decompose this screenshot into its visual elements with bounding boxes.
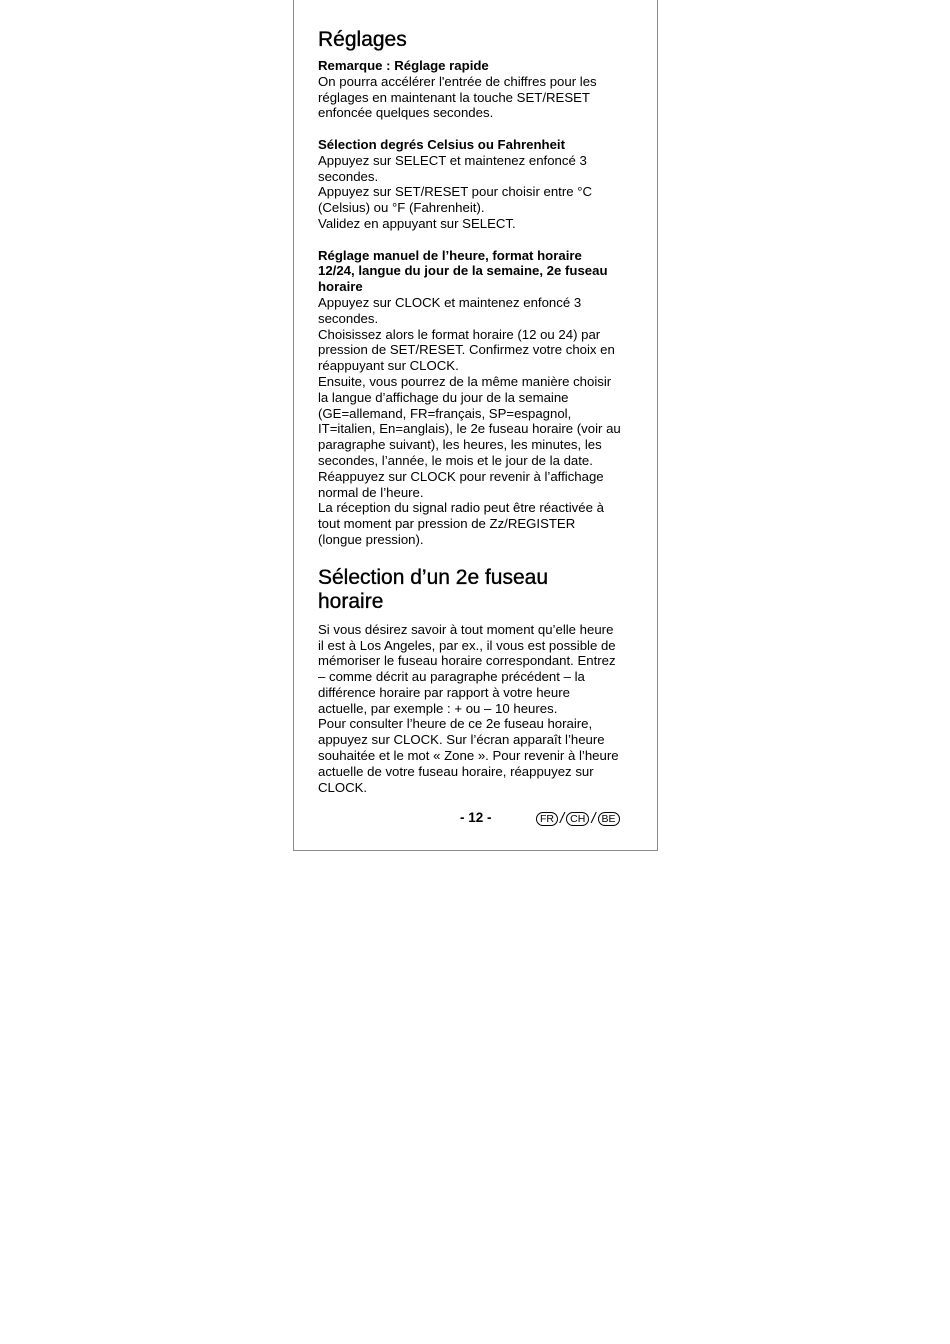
body-text-line: Appuyez sur CLOCK et maintenez enfoncé 3 — [318, 294, 582, 310]
subsection-heading: Remarque : Réglage rapide — [318, 58, 489, 73]
subsection-heading: 12/24, langue du jour de la semaine, 2e fuseau — [318, 263, 608, 279]
subsection-heading: horaire — [318, 279, 363, 295]
body-text-line: Appuyez sur SET/RESET pour choisir entre °C — [318, 184, 593, 200]
body-text-line: pression de SET/RESET. Confirmez votre choix en — [318, 342, 615, 358]
body-text-line: actuelle de votre fuseau horaire, réappuyez sur — [318, 763, 594, 779]
paragraph-gap — [318, 232, 638, 248]
body-text-line: tout moment par pression de Zz/REGISTER — [318, 516, 576, 532]
body-text-line: mémoriser le fuseau horaire correspondant. Entrez — [318, 653, 616, 669]
body-text-line: secondes. — [318, 310, 379, 326]
body-text-line: appuyez sur CLOCK. Sur l’écran apparaît l’heure — [318, 732, 605, 748]
body-text-line: (GE=allemand, FR=français, SP=espagnol, — [318, 405, 572, 421]
body-text-line: Choisissez alors le format horaire (12 ou 24) par — [318, 326, 601, 342]
second-timezone-text — [318, 622, 638, 796]
body-text-line: enfoncée quelques secondes. — [318, 105, 494, 121]
body-text-line: différence horaire par rapport à votre heure — [318, 684, 570, 700]
paragraph-gap — [318, 121, 638, 137]
body-text-line: secondes. — [318, 168, 379, 184]
title-line: Sélection d’un 2e fuseau — [318, 565, 549, 589]
body-text-line: Appuyez sur SELECT et maintenez enfoncé 3 — [318, 152, 587, 168]
section-title-second-timezone — [318, 566, 638, 614]
page-number: - 12 - — [460, 810, 492, 825]
body-text-line: Réappuyez sur CLOCK pour revenir à l’affichage — [318, 468, 604, 484]
body-text-line: (Celsius) ou °F (Fahrenheit). — [318, 200, 485, 216]
country-badge-fr: FR — [536, 812, 558, 826]
body-text-line: – comme décrit au paragraphe précédent – la — [318, 669, 585, 685]
body-text-line: réappuyant sur CLOCK. — [318, 358, 459, 374]
country-badge-ch: CH — [566, 812, 589, 826]
country-badges — [536, 812, 620, 826]
reglages-blocks — [318, 58, 638, 548]
body-text-line: paragraphe suivant), les heures, les minutes, les — [318, 437, 602, 453]
body-text-line: réglages en maintenant la touche SET/RESET — [318, 89, 590, 105]
body-text-line: Ensuite, vous pourrez de la même manière choisir — [318, 373, 612, 389]
body-text-line: normal de l’heure. — [318, 484, 424, 500]
badge-separator: / — [560, 810, 565, 827]
body-text-line: La réception du signal radio peut être réactivée à — [318, 500, 604, 516]
body-text-line: la langue d’affichage du jour de la semaine — [318, 389, 569, 405]
body-text-line: il est à Los Angeles, par ex., il vous est possible de — [318, 637, 616, 653]
body-text-line: Si vous désirez savoir à tout moment qu’elle heure — [318, 621, 614, 637]
body-text-line: On pourra accélérer l'entrée de chiffres pour les — [318, 73, 597, 89]
body-text-line: souhaitée et le mot « Zone ». Pour revenir à l’heure — [318, 748, 619, 764]
country-badge-be: BE — [598, 812, 620, 826]
page-footer — [293, 809, 658, 833]
subsection-heading: Réglage manuel de l’heure, format horaire — [318, 247, 582, 263]
body-text-line: Validez en appuyant sur SELECT. — [318, 215, 516, 231]
body-text-line: Pour consulter l’heure de ce 2e fuseau horaire, — [318, 716, 593, 732]
page-content — [318, 26, 638, 795]
body-text-line: actuelle, par exemple : + ou – 10 heures. — [318, 700, 558, 716]
body-text-line: CLOCK. — [318, 779, 368, 795]
body-text-line: (longue pression). — [318, 531, 424, 547]
badge-separator: / — [591, 810, 596, 827]
section-title-reglages: Réglages — [318, 28, 407, 51]
body-text-line: secondes, l’année, le mois et le jour de la date. — [318, 452, 593, 468]
body-text-line: IT=italien, En=anglais), le 2e fuseau horaire (voir au — [318, 421, 621, 437]
title-line: horaire — [318, 589, 384, 613]
subsection-heading: Sélection degrés Celsius ou Fahrenheit — [318, 136, 565, 152]
